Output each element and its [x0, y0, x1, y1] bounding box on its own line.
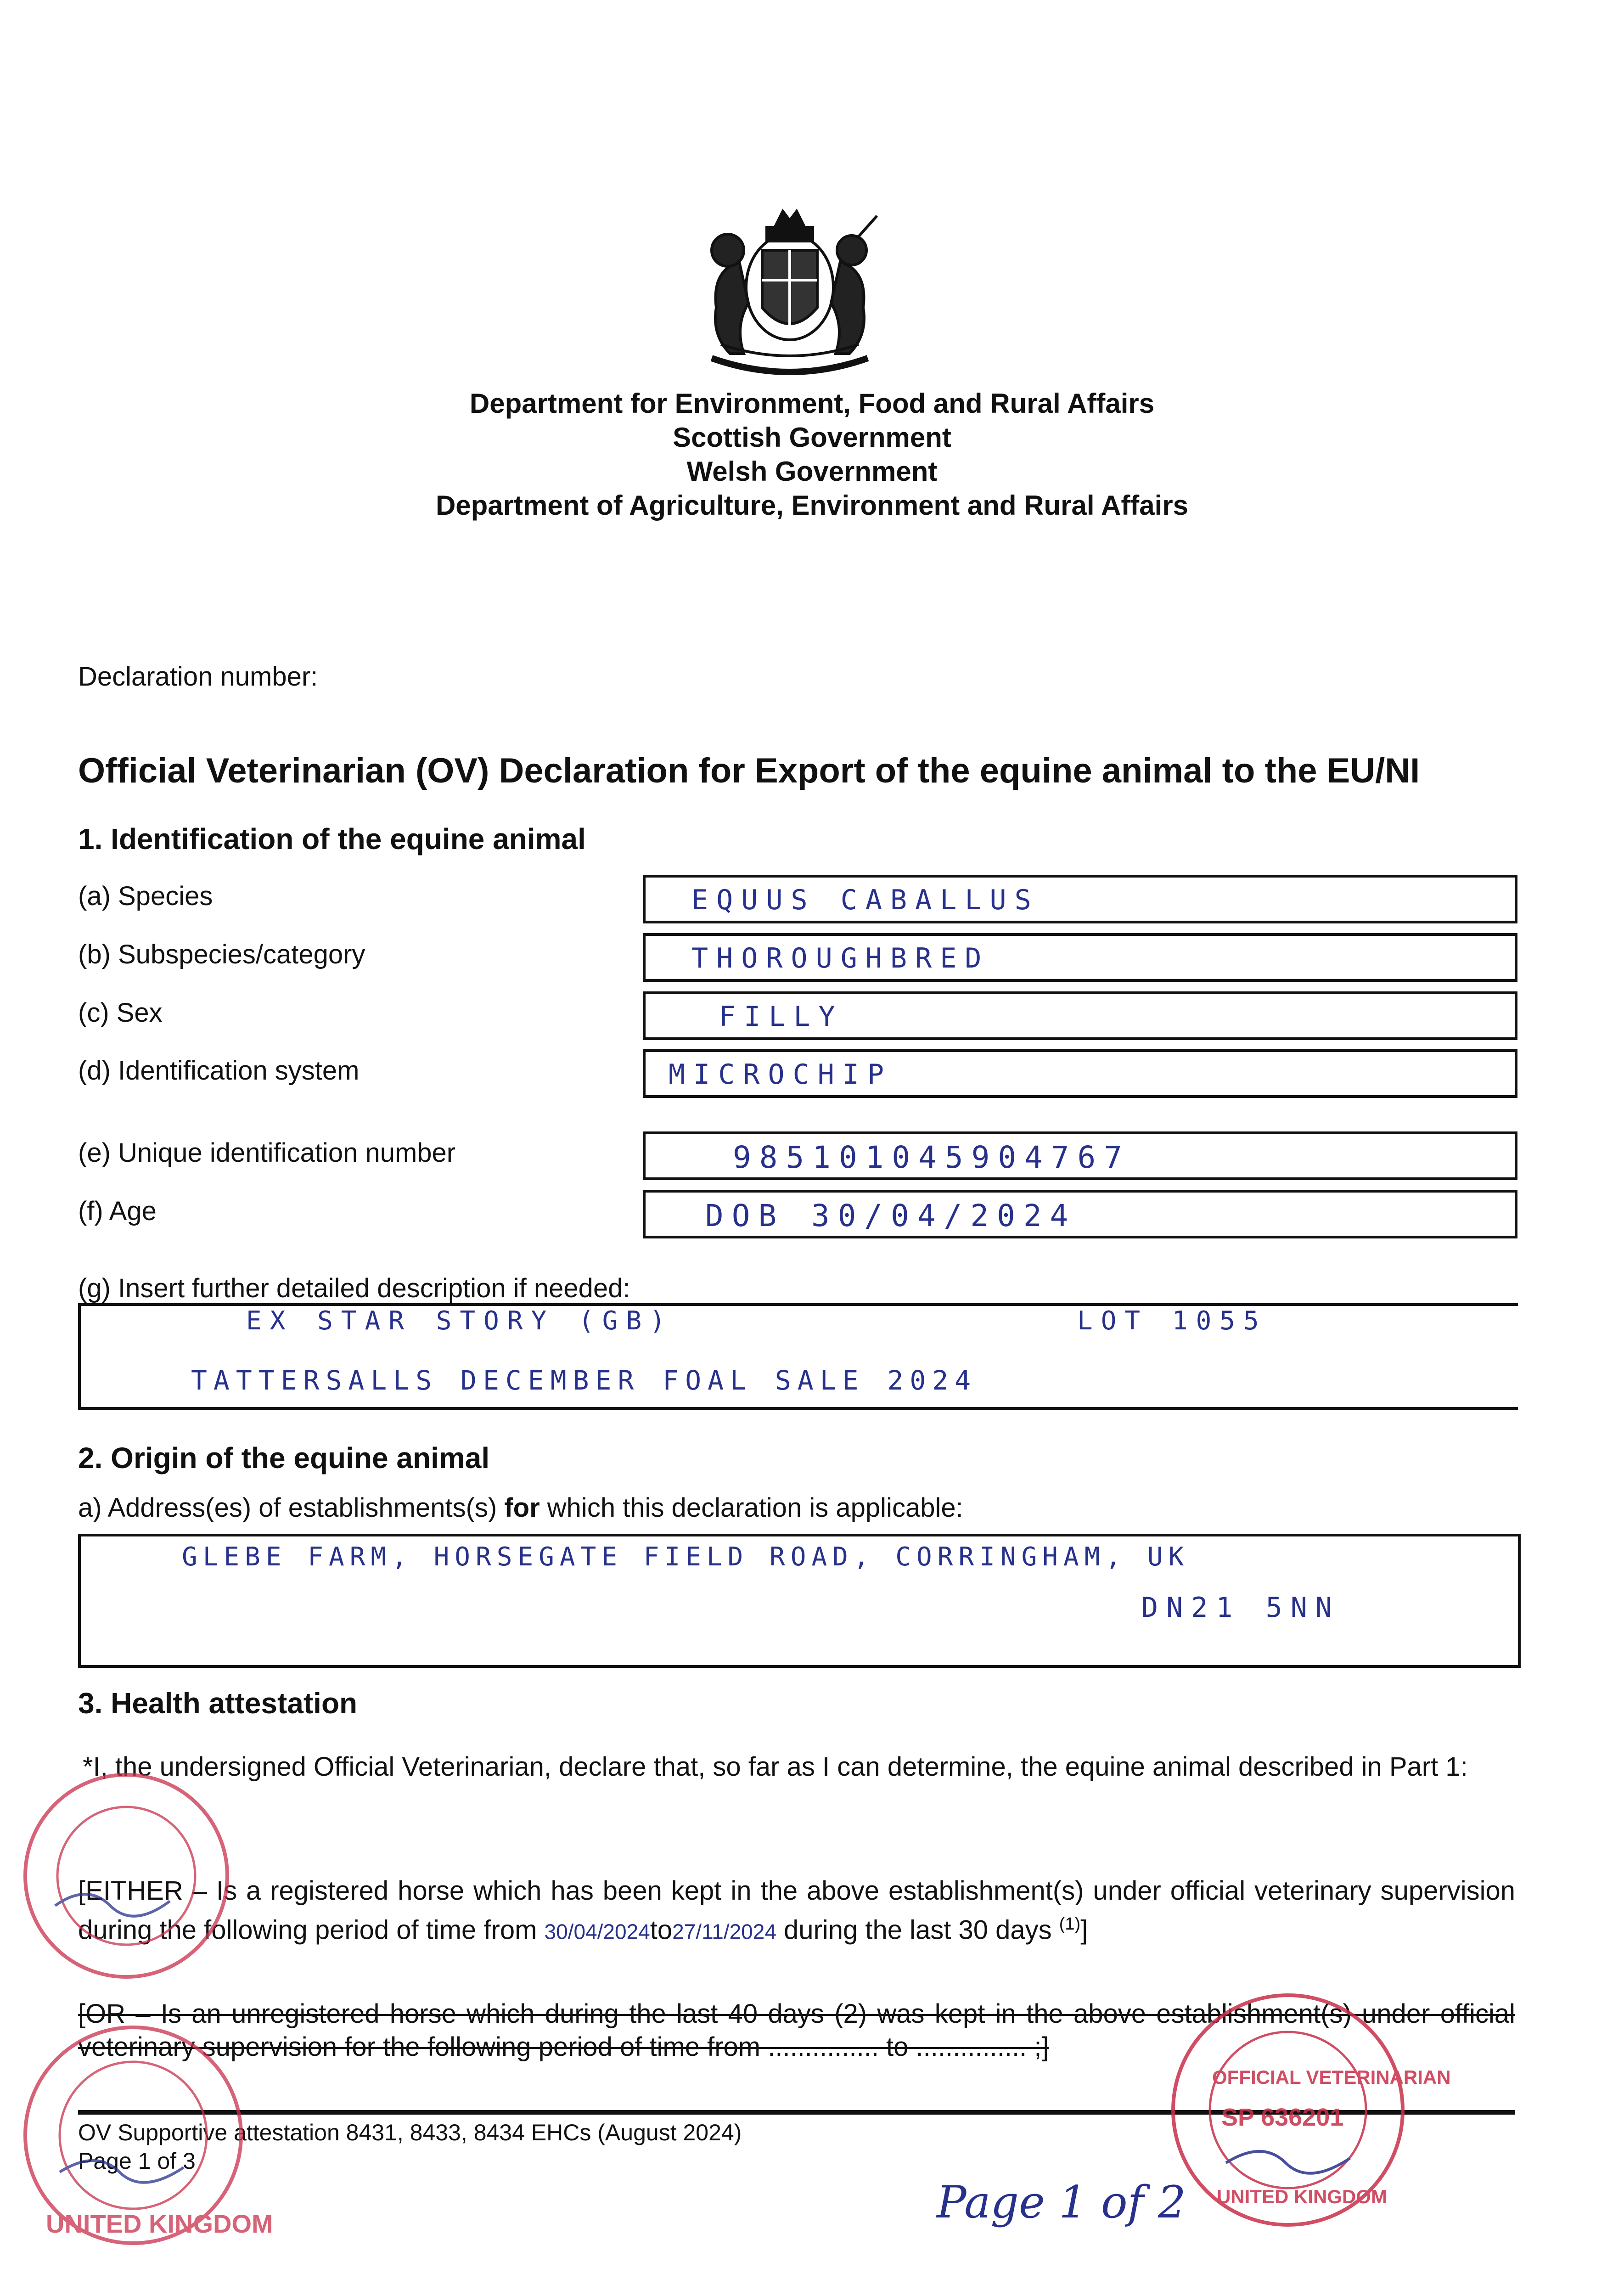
identification-system-label: (d) Identification system — [78, 1056, 360, 1086]
health-attestation-intro: *I, the undersigned Official Veterinarian, declare that, so far as I can determine, the equine animal described in Part 1: — [83, 1752, 1468, 1782]
section-3-heading: 3. Health attestation — [78, 1687, 358, 1720]
age-field[interactable] — [643, 1190, 1517, 1238]
stamp-right-top-text: OFFICIAL VETERINARIAN — [1212, 2066, 1451, 2088]
either-to-date: 27/11/2024 — [672, 1919, 776, 1944]
address-line2: DN21 5NN — [1141, 1592, 1340, 1624]
address-line1: GLEBE FARM, HORSEGATE FIELD ROAD, CORRINGHAM, UK — [182, 1542, 1190, 1572]
official-veterinarian-stamp-lower — [18, 2020, 273, 2250]
footer-attestation: OV Supportive attestation 8431, 8433, 8434 EHCs (August 2024) — [78, 2120, 742, 2145]
either-from-date: 30/04/2024 — [544, 1919, 650, 1944]
department-daera: Department of Agriculture, Environment and Rural Affairs — [435, 490, 1189, 521]
subspecies-field[interactable] — [643, 933, 1517, 982]
official-veterinarian-stamp-right — [1166, 1988, 1451, 2232]
sex-field[interactable] — [643, 991, 1517, 1040]
declaration-number-label: Declaration number: — [78, 662, 318, 692]
section-1-heading: 1. Identification of the equine animal — [78, 822, 586, 855]
species-value: EQUUS CABALLUS — [691, 884, 1040, 916]
subspecies-label: (b) Subspecies/category — [78, 940, 365, 969]
sex-value: FILLY — [719, 1001, 843, 1033]
identification-system-field[interactable] — [643, 1049, 1517, 1098]
further-description-field[interactable] — [78, 1303, 1518, 1410]
or-clause-struck: [OR – Is an unregistered horse which during the last 40 days (2) was kept in the above establishment(s) under official veterinary supervision for the following period of time from ............... to ............... ;] — [78, 1999, 1515, 2062]
handwritten-page-count: Page 1 of 2 — [937, 2177, 1186, 2228]
subspecies-value: THOROUGHBRED — [691, 942, 990, 974]
official-veterinarian-stamp-upper — [18, 1768, 234, 1984]
stamp-right-number: SP 636201 — [1221, 2104, 1344, 2131]
further-description-label: (g) Insert further detailed description if needed: — [78, 1273, 630, 1303]
section-2-heading: 2. Origin of the equine animal — [78, 1441, 490, 1474]
stamp-right-bottom-text: UNITED KINGDOM — [1217, 2186, 1387, 2207]
department-scottish-government: Scottish Government — [673, 422, 951, 453]
royal-coat-of-arms-icon — [684, 207, 895, 390]
unique-id-label: (e) Unique identification number — [78, 1138, 456, 1168]
age-label: (f) Age — [78, 1196, 157, 1226]
further-description-line1-left: EX STAR STORY (GB) — [246, 1306, 674, 1336]
address-field[interactable] — [78, 1534, 1521, 1668]
sex-label: (c) Sex — [78, 998, 163, 1028]
footer-page-number: Page 1 of 3 — [78, 2148, 196, 2174]
species-label: (a) Species — [78, 881, 213, 911]
age-value: DOB 30/04/2024 — [705, 1198, 1077, 1233]
stamp-lower-country-text: UNITED KINGDOM — [46, 2209, 273, 2238]
department-defra: Department for Environment, Food and Rural Affairs — [469, 388, 1155, 419]
identification-system-value: MICROCHIP — [669, 1058, 893, 1091]
species-field[interactable] — [643, 875, 1517, 923]
further-description-line2: TATTERSALLS DECEMBER FOAL SALE 2024 — [191, 1365, 978, 1396]
either-clause: [EITHER – Is a registered horse which has been kept in the above establishment(s) under official veterinary supervision during the following period of time from 30/04/2024to27/11/2024 during the last 30 days $^{(1)}$] — [78, 1876, 1515, 1945]
page-title: Official Veterinarian (OV) Declaration for Export of the equine animal to the EU/NI — [78, 751, 1420, 790]
unique-id-field[interactable] — [643, 1131, 1517, 1180]
unique-id-value: 985101045904767 — [733, 1140, 1131, 1175]
department-welsh-government: Welsh Government — [686, 456, 938, 487]
further-description-line1-right: LOT 1055 — [1077, 1306, 1267, 1336]
address-label: a) Address(es) of establishments(s) for which this declaration is applicable: — [78, 1493, 963, 1523]
